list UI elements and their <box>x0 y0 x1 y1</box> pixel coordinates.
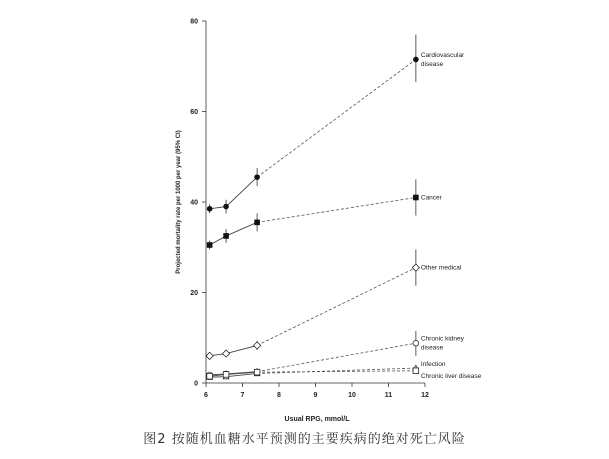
series-chronic-liver-disease <box>207 368 482 380</box>
data-point <box>413 57 419 63</box>
data-point <box>413 195 419 201</box>
x-tick-label: 11 <box>384 392 393 399</box>
series-line-solid <box>210 177 257 209</box>
series-line-solid <box>210 222 257 245</box>
series-label: disease <box>420 344 444 352</box>
figure-caption: 图2 按随机血糖水平预测的主要疾病的绝对死亡风险 <box>143 432 466 447</box>
series-infection <box>207 361 446 379</box>
x-tick-label: 7 <box>240 392 245 399</box>
series-label: disease <box>420 60 444 68</box>
y-tick-label: 0 <box>194 380 198 388</box>
data-point <box>207 206 213 212</box>
data-point <box>207 242 213 248</box>
y-axis-label: Projected mortality rate per 1000 per year (95% CI) <box>176 130 182 274</box>
x-axis-label: Usual RPG, mmol/L <box>284 416 350 423</box>
series-line-dashed <box>257 268 416 346</box>
y-tick-label: 80 <box>190 18 198 26</box>
data-point <box>223 204 229 210</box>
data-point <box>222 350 229 357</box>
chart-series <box>206 35 482 380</box>
data-point <box>412 264 419 271</box>
data-point <box>254 220 260 226</box>
data-point <box>207 373 213 379</box>
data-point <box>413 368 419 374</box>
series-label: Cancer <box>420 194 442 202</box>
series-label: Infection <box>420 361 446 369</box>
data-point <box>206 352 213 359</box>
data-point <box>223 233 229 239</box>
x-tick-label: 10 <box>348 392 356 399</box>
x-tick-label: 12 <box>421 392 429 399</box>
series-line-dashed <box>257 59 416 177</box>
series-label: Other medical <box>420 264 462 272</box>
series-line-dashed <box>257 343 416 372</box>
series-line-dashed <box>257 197 416 222</box>
data-point <box>223 372 229 378</box>
y-tick-label: 40 <box>190 199 198 207</box>
series-line-dashed <box>257 368 416 373</box>
series-chronic-kidney-disease <box>207 331 465 378</box>
data-point <box>254 369 260 375</box>
x-tick-label: 6 <box>204 392 208 399</box>
series-label: Cardiovascular <box>420 51 465 59</box>
series-cancer <box>207 179 443 249</box>
series-label: Chronic liver disease <box>420 372 482 380</box>
x-tick-label: 8 <box>277 392 281 399</box>
y-tick-label: 20 <box>190 290 198 297</box>
series-other-medical <box>206 250 462 360</box>
data-point <box>254 342 261 349</box>
series-line-solid <box>210 345 257 355</box>
series-label: Chronic kidney <box>420 335 464 343</box>
data-point <box>254 174 260 180</box>
series-cardiovascular-disease <box>207 35 465 214</box>
series-line-dashed <box>257 371 416 372</box>
x-tick-label: 9 <box>313 392 318 399</box>
data-point <box>413 340 419 346</box>
y-tick-label: 60 <box>190 109 198 116</box>
